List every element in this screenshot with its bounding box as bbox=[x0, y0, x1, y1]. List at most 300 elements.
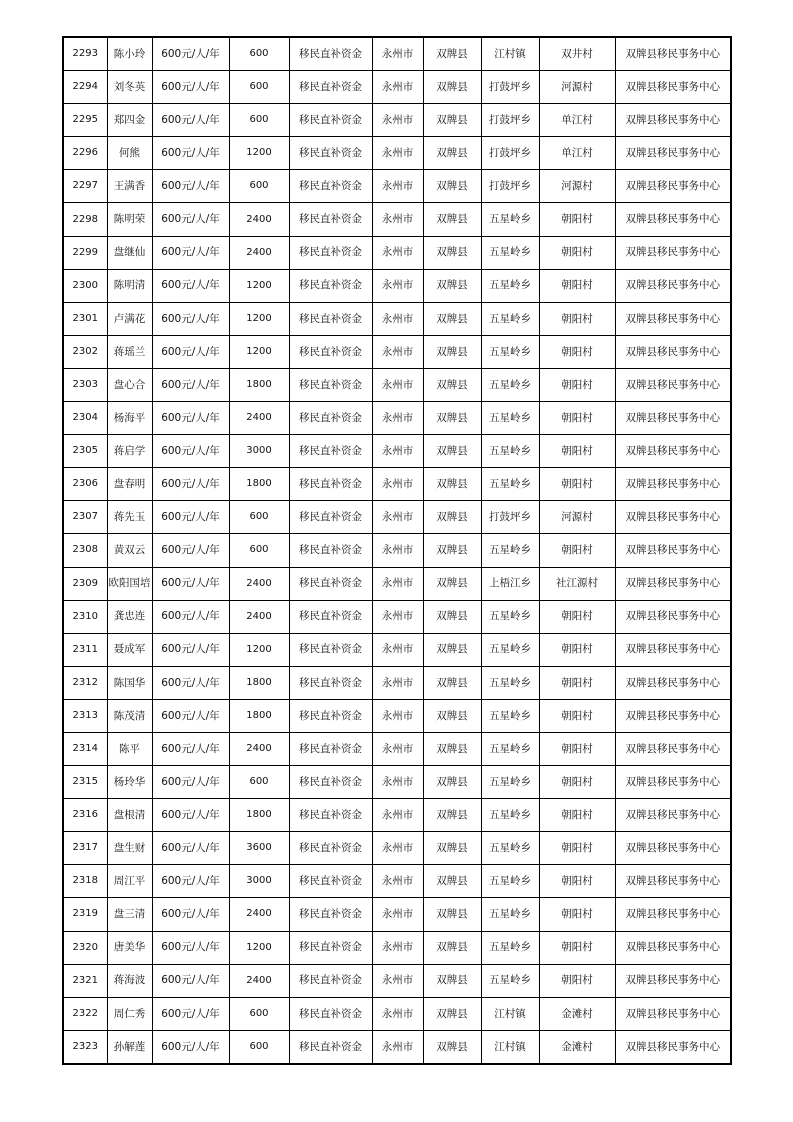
fund-type-cell: 移民直补资金 bbox=[289, 633, 372, 666]
agency-cell: 双牌县移民事务中心 bbox=[615, 1030, 731, 1064]
amount-cell: 1200 bbox=[229, 302, 289, 335]
standard-cell: 600元/人/年 bbox=[152, 335, 229, 368]
row-number-cell: 2296 bbox=[63, 137, 107, 170]
standard-cell: 600元/人/年 bbox=[152, 898, 229, 931]
standard-cell: 600元/人/年 bbox=[152, 964, 229, 997]
agency-cell: 双牌县移民事务中心 bbox=[615, 832, 731, 865]
amount-cell: 1800 bbox=[229, 666, 289, 699]
village-cell: 河源村 bbox=[539, 71, 615, 104]
agency-cell: 双牌县移民事务中心 bbox=[615, 71, 731, 104]
name-cell: 龚忠连 bbox=[107, 600, 152, 633]
village-cell: 朝阳村 bbox=[539, 600, 615, 633]
name-cell: 孙解莲 bbox=[107, 1030, 152, 1064]
row-number-cell: 2322 bbox=[63, 997, 107, 1030]
table-row bbox=[63, 236, 731, 269]
township-cell: 五星岭乡 bbox=[481, 799, 539, 832]
village-cell: 河源村 bbox=[539, 170, 615, 203]
county-cell: 双牌县 bbox=[423, 964, 481, 997]
fund-type-cell: 移民直补资金 bbox=[289, 567, 372, 600]
fund-type-cell: 移民直补资金 bbox=[289, 964, 372, 997]
name-cell: 陈平 bbox=[107, 732, 152, 765]
county-cell: 双牌县 bbox=[423, 997, 481, 1030]
county-cell: 双牌县 bbox=[423, 137, 481, 170]
table-row bbox=[63, 699, 731, 732]
city-cell: 永州市 bbox=[372, 997, 423, 1030]
fund-type-cell: 移民直补资金 bbox=[289, 600, 372, 633]
standard-cell: 600元/人/年 bbox=[152, 402, 229, 435]
amount-cell: 600 bbox=[229, 501, 289, 534]
city-cell: 永州市 bbox=[372, 236, 423, 269]
row-number-cell: 2293 bbox=[63, 37, 107, 71]
township-cell: 五星岭乡 bbox=[481, 699, 539, 732]
fund-type-cell: 移民直补资金 bbox=[289, 931, 372, 964]
fund-type-cell: 移民直补资金 bbox=[289, 302, 372, 335]
city-cell: 永州市 bbox=[372, 435, 423, 468]
row-number-cell: 2319 bbox=[63, 898, 107, 931]
village-cell: 朝阳村 bbox=[539, 898, 615, 931]
row-number-cell: 2316 bbox=[63, 799, 107, 832]
row-number-cell: 2312 bbox=[63, 666, 107, 699]
fund-type-cell: 移民直补资金 bbox=[289, 534, 372, 567]
row-number-cell: 2295 bbox=[63, 104, 107, 137]
standard-cell: 600元/人/年 bbox=[152, 567, 229, 600]
row-number-cell: 2304 bbox=[63, 402, 107, 435]
row-number-cell: 2311 bbox=[63, 633, 107, 666]
standard-cell: 600元/人/年 bbox=[152, 799, 229, 832]
name-cell: 陈明荣 bbox=[107, 203, 152, 236]
county-cell: 双牌县 bbox=[423, 666, 481, 699]
table-row bbox=[63, 931, 731, 964]
fund-type-cell: 移民直补资金 bbox=[289, 832, 372, 865]
agency-cell: 双牌县移民事务中心 bbox=[615, 898, 731, 931]
table-row bbox=[63, 997, 731, 1030]
agency-cell: 双牌县移民事务中心 bbox=[615, 368, 731, 401]
county-cell: 双牌县 bbox=[423, 302, 481, 335]
city-cell: 永州市 bbox=[372, 71, 423, 104]
amount-cell: 600 bbox=[229, 170, 289, 203]
table-row bbox=[63, 766, 731, 799]
table-row bbox=[63, 501, 731, 534]
township-cell: 打鼓坪乡 bbox=[481, 501, 539, 534]
standard-cell: 600元/人/年 bbox=[152, 832, 229, 865]
village-cell: 朝阳村 bbox=[539, 203, 615, 236]
county-cell: 双牌县 bbox=[423, 534, 481, 567]
name-cell: 欧阳国培 bbox=[107, 567, 152, 600]
county-cell: 双牌县 bbox=[423, 435, 481, 468]
name-cell: 杨玲华 bbox=[107, 766, 152, 799]
name-cell: 聂成军 bbox=[107, 633, 152, 666]
county-cell: 双牌县 bbox=[423, 468, 481, 501]
village-cell: 朝阳村 bbox=[539, 732, 615, 765]
village-cell: 朝阳村 bbox=[539, 832, 615, 865]
city-cell: 永州市 bbox=[372, 666, 423, 699]
name-cell: 周江平 bbox=[107, 865, 152, 898]
city-cell: 永州市 bbox=[372, 104, 423, 137]
agency-cell: 双牌县移民事务中心 bbox=[615, 997, 731, 1030]
agency-cell: 双牌县移民事务中心 bbox=[615, 699, 731, 732]
agency-cell: 双牌县移民事务中心 bbox=[615, 468, 731, 501]
agency-cell: 双牌县移民事务中心 bbox=[615, 402, 731, 435]
table-row bbox=[63, 335, 731, 368]
name-cell: 杨海平 bbox=[107, 402, 152, 435]
standard-cell: 600元/人/年 bbox=[152, 501, 229, 534]
city-cell: 永州市 bbox=[372, 898, 423, 931]
city-cell: 永州市 bbox=[372, 732, 423, 765]
fund-type-cell: 移民直补资金 bbox=[289, 666, 372, 699]
township-cell: 五星岭乡 bbox=[481, 766, 539, 799]
agency-cell: 双牌县移民事务中心 bbox=[615, 600, 731, 633]
name-cell: 蒋先玉 bbox=[107, 501, 152, 534]
village-cell: 朝阳村 bbox=[539, 335, 615, 368]
village-cell: 朝阳村 bbox=[539, 468, 615, 501]
township-cell: 江村镇 bbox=[481, 1030, 539, 1064]
row-number-cell: 2309 bbox=[63, 567, 107, 600]
name-cell: 盘生财 bbox=[107, 832, 152, 865]
fund-type-cell: 移民直补资金 bbox=[289, 898, 372, 931]
city-cell: 永州市 bbox=[372, 402, 423, 435]
standard-cell: 600元/人/年 bbox=[152, 203, 229, 236]
row-number-cell: 2297 bbox=[63, 170, 107, 203]
fund-type-cell: 移民直补资金 bbox=[289, 799, 372, 832]
name-cell: 陈国华 bbox=[107, 666, 152, 699]
name-cell: 盘三清 bbox=[107, 898, 152, 931]
agency-cell: 双牌县移民事务中心 bbox=[615, 37, 731, 71]
fund-type-cell: 移民直补资金 bbox=[289, 1030, 372, 1064]
amount-cell: 1200 bbox=[229, 137, 289, 170]
name-cell: 刘冬英 bbox=[107, 71, 152, 104]
table-row bbox=[63, 71, 731, 104]
township-cell: 五星岭乡 bbox=[481, 865, 539, 898]
name-cell: 蒋瑶兰 bbox=[107, 335, 152, 368]
township-cell: 五星岭乡 bbox=[481, 335, 539, 368]
city-cell: 永州市 bbox=[372, 37, 423, 71]
agency-cell: 双牌县移民事务中心 bbox=[615, 335, 731, 368]
amount-cell: 600 bbox=[229, 766, 289, 799]
row-number-cell: 2303 bbox=[63, 368, 107, 401]
row-number-cell: 2298 bbox=[63, 203, 107, 236]
township-cell: 五星岭乡 bbox=[481, 236, 539, 269]
standard-cell: 600元/人/年 bbox=[152, 865, 229, 898]
amount-cell: 2400 bbox=[229, 964, 289, 997]
agency-cell: 双牌县移民事务中心 bbox=[615, 104, 731, 137]
table-row bbox=[63, 898, 731, 931]
fund-type-cell: 移民直补资金 bbox=[289, 435, 372, 468]
amount-cell: 1200 bbox=[229, 269, 289, 302]
name-cell: 王满香 bbox=[107, 170, 152, 203]
county-cell: 双牌县 bbox=[423, 732, 481, 765]
village-cell: 朝阳村 bbox=[539, 534, 615, 567]
row-number-cell: 2320 bbox=[63, 931, 107, 964]
table-row bbox=[63, 600, 731, 633]
row-number-cell: 2318 bbox=[63, 865, 107, 898]
table-row bbox=[63, 633, 731, 666]
village-cell: 朝阳村 bbox=[539, 269, 615, 302]
township-cell: 五星岭乡 bbox=[481, 732, 539, 765]
table-row bbox=[63, 567, 731, 600]
table-row bbox=[63, 666, 731, 699]
agency-cell: 双牌县移民事务中心 bbox=[615, 567, 731, 600]
fund-type-cell: 移民直补资金 bbox=[289, 203, 372, 236]
agency-cell: 双牌县移民事务中心 bbox=[615, 534, 731, 567]
table-row bbox=[63, 865, 731, 898]
amount-cell: 3000 bbox=[229, 865, 289, 898]
name-cell: 黄双云 bbox=[107, 534, 152, 567]
city-cell: 永州市 bbox=[372, 567, 423, 600]
standard-cell: 600元/人/年 bbox=[152, 269, 229, 302]
township-cell: 五星岭乡 bbox=[481, 203, 539, 236]
row-number-cell: 2308 bbox=[63, 534, 107, 567]
county-cell: 双牌县 bbox=[423, 865, 481, 898]
name-cell: 陈明清 bbox=[107, 269, 152, 302]
township-cell: 五星岭乡 bbox=[481, 368, 539, 401]
standard-cell: 600元/人/年 bbox=[152, 170, 229, 203]
row-number-cell: 2323 bbox=[63, 1030, 107, 1064]
city-cell: 永州市 bbox=[372, 170, 423, 203]
name-cell: 周仁秀 bbox=[107, 997, 152, 1030]
row-number-cell: 2317 bbox=[63, 832, 107, 865]
amount-cell: 1800 bbox=[229, 799, 289, 832]
village-cell: 河源村 bbox=[539, 501, 615, 534]
village-cell: 社江源村 bbox=[539, 567, 615, 600]
village-cell: 朝阳村 bbox=[539, 633, 615, 666]
amount-cell: 1800 bbox=[229, 699, 289, 732]
township-cell: 江村镇 bbox=[481, 997, 539, 1030]
township-cell: 五星岭乡 bbox=[481, 534, 539, 567]
agency-cell: 双牌县移民事务中心 bbox=[615, 732, 731, 765]
standard-cell: 600元/人/年 bbox=[152, 699, 229, 732]
standard-cell: 600元/人/年 bbox=[152, 71, 229, 104]
county-cell: 双牌县 bbox=[423, 71, 481, 104]
county-cell: 双牌县 bbox=[423, 335, 481, 368]
fund-type-cell: 移民直补资金 bbox=[289, 137, 372, 170]
fund-type-cell: 移民直补资金 bbox=[289, 732, 372, 765]
name-cell: 盘心合 bbox=[107, 368, 152, 401]
agency-cell: 双牌县移民事务中心 bbox=[615, 302, 731, 335]
agency-cell: 双牌县移民事务中心 bbox=[615, 269, 731, 302]
city-cell: 永州市 bbox=[372, 137, 423, 170]
standard-cell: 600元/人/年 bbox=[152, 37, 229, 71]
table-row bbox=[63, 534, 731, 567]
county-cell: 双牌县 bbox=[423, 600, 481, 633]
table-row bbox=[63, 799, 731, 832]
fund-type-cell: 移民直补资金 bbox=[289, 699, 372, 732]
township-cell: 打鼓坪乡 bbox=[481, 170, 539, 203]
amount-cell: 2400 bbox=[229, 567, 289, 600]
fund-type-cell: 移民直补资金 bbox=[289, 37, 372, 71]
city-cell: 永州市 bbox=[372, 699, 423, 732]
county-cell: 双牌县 bbox=[423, 832, 481, 865]
township-cell: 五星岭乡 bbox=[481, 302, 539, 335]
city-cell: 永州市 bbox=[372, 865, 423, 898]
name-cell: 何熊 bbox=[107, 137, 152, 170]
city-cell: 永州市 bbox=[372, 335, 423, 368]
table-row bbox=[63, 468, 731, 501]
township-cell: 五星岭乡 bbox=[481, 898, 539, 931]
table-row bbox=[63, 37, 731, 71]
city-cell: 永州市 bbox=[372, 1030, 423, 1064]
amount-cell: 3600 bbox=[229, 832, 289, 865]
county-cell: 双牌县 bbox=[423, 766, 481, 799]
agency-cell: 双牌县移民事务中心 bbox=[615, 501, 731, 534]
city-cell: 永州市 bbox=[372, 269, 423, 302]
name-cell: 陈茂清 bbox=[107, 699, 152, 732]
fund-type-cell: 移民直补资金 bbox=[289, 368, 372, 401]
agency-cell: 双牌县移民事务中心 bbox=[615, 931, 731, 964]
amount-cell: 1800 bbox=[229, 368, 289, 401]
name-cell: 唐美华 bbox=[107, 931, 152, 964]
village-cell: 朝阳村 bbox=[539, 766, 615, 799]
county-cell: 双牌县 bbox=[423, 402, 481, 435]
county-cell: 双牌县 bbox=[423, 203, 481, 236]
standard-cell: 600元/人/年 bbox=[152, 633, 229, 666]
table-row bbox=[63, 435, 731, 468]
village-cell: 朝阳村 bbox=[539, 699, 615, 732]
standard-cell: 600元/人/年 bbox=[152, 137, 229, 170]
fund-type-cell: 移民直补资金 bbox=[289, 170, 372, 203]
city-cell: 永州市 bbox=[372, 534, 423, 567]
row-number-cell: 2299 bbox=[63, 236, 107, 269]
table-row bbox=[63, 368, 731, 401]
county-cell: 双牌县 bbox=[423, 37, 481, 71]
fund-type-cell: 移民直补资金 bbox=[289, 468, 372, 501]
amount-cell: 600 bbox=[229, 1030, 289, 1064]
township-cell: 五星岭乡 bbox=[481, 633, 539, 666]
fund-type-cell: 移民直补资金 bbox=[289, 104, 372, 137]
city-cell: 永州市 bbox=[372, 633, 423, 666]
village-cell: 朝阳村 bbox=[539, 368, 615, 401]
township-cell: 五星岭乡 bbox=[481, 435, 539, 468]
amount-cell: 2400 bbox=[229, 732, 289, 765]
agency-cell: 双牌县移民事务中心 bbox=[615, 799, 731, 832]
township-cell: 五星岭乡 bbox=[481, 931, 539, 964]
agency-cell: 双牌县移民事务中心 bbox=[615, 666, 731, 699]
row-number-cell: 2306 bbox=[63, 468, 107, 501]
city-cell: 永州市 bbox=[372, 302, 423, 335]
county-cell: 双牌县 bbox=[423, 368, 481, 401]
name-cell: 郑四金 bbox=[107, 104, 152, 137]
city-cell: 永州市 bbox=[372, 501, 423, 534]
county-cell: 双牌县 bbox=[423, 699, 481, 732]
agency-cell: 双牌县移民事务中心 bbox=[615, 203, 731, 236]
row-number-cell: 2300 bbox=[63, 269, 107, 302]
fund-type-cell: 移民直补资金 bbox=[289, 402, 372, 435]
amount-cell: 1200 bbox=[229, 335, 289, 368]
name-cell: 卢满花 bbox=[107, 302, 152, 335]
township-cell: 打鼓坪乡 bbox=[481, 137, 539, 170]
table-row bbox=[63, 170, 731, 203]
county-cell: 双牌县 bbox=[423, 931, 481, 964]
standard-cell: 600元/人/年 bbox=[152, 766, 229, 799]
village-cell: 金滩村 bbox=[539, 997, 615, 1030]
city-cell: 永州市 bbox=[372, 799, 423, 832]
county-cell: 双牌县 bbox=[423, 1030, 481, 1064]
amount-cell: 600 bbox=[229, 997, 289, 1030]
table-row bbox=[63, 137, 731, 170]
county-cell: 双牌县 bbox=[423, 501, 481, 534]
row-number-cell: 2313 bbox=[63, 699, 107, 732]
city-cell: 永州市 bbox=[372, 832, 423, 865]
village-cell: 朝阳村 bbox=[539, 302, 615, 335]
standard-cell: 600元/人/年 bbox=[152, 368, 229, 401]
standard-cell: 600元/人/年 bbox=[152, 1030, 229, 1064]
amount-cell: 1200 bbox=[229, 931, 289, 964]
row-number-cell: 2314 bbox=[63, 732, 107, 765]
county-cell: 双牌县 bbox=[423, 269, 481, 302]
agency-cell: 双牌县移民事务中心 bbox=[615, 137, 731, 170]
city-cell: 永州市 bbox=[372, 766, 423, 799]
fund-type-cell: 移民直补资金 bbox=[289, 501, 372, 534]
village-cell: 朝阳村 bbox=[539, 236, 615, 269]
fund-type-cell: 移民直补资金 bbox=[289, 269, 372, 302]
name-cell: 盘春明 bbox=[107, 468, 152, 501]
fund-type-cell: 移民直补资金 bbox=[289, 71, 372, 104]
table-row bbox=[63, 732, 731, 765]
village-cell: 朝阳村 bbox=[539, 964, 615, 997]
name-cell: 陈小玲 bbox=[107, 37, 152, 71]
agency-cell: 双牌县移民事务中心 bbox=[615, 766, 731, 799]
name-cell: 蒋海波 bbox=[107, 964, 152, 997]
table-row bbox=[63, 832, 731, 865]
agency-cell: 双牌县移民事务中心 bbox=[615, 633, 731, 666]
county-cell: 双牌县 bbox=[423, 898, 481, 931]
standard-cell: 600元/人/年 bbox=[152, 534, 229, 567]
amount-cell: 1800 bbox=[229, 468, 289, 501]
village-cell: 单江村 bbox=[539, 137, 615, 170]
city-cell: 永州市 bbox=[372, 600, 423, 633]
row-number-cell: 2307 bbox=[63, 501, 107, 534]
amount-cell: 1200 bbox=[229, 633, 289, 666]
village-cell: 单江村 bbox=[539, 104, 615, 137]
county-cell: 双牌县 bbox=[423, 567, 481, 600]
standard-cell: 600元/人/年 bbox=[152, 732, 229, 765]
fund-type-cell: 移民直补资金 bbox=[289, 766, 372, 799]
fund-type-cell: 移民直补资金 bbox=[289, 865, 372, 898]
standard-cell: 600元/人/年 bbox=[152, 435, 229, 468]
row-number-cell: 2294 bbox=[63, 71, 107, 104]
table-row bbox=[63, 302, 731, 335]
city-cell: 永州市 bbox=[372, 468, 423, 501]
village-cell: 朝阳村 bbox=[539, 931, 615, 964]
village-cell: 朝阳村 bbox=[539, 666, 615, 699]
amount-cell: 2400 bbox=[229, 203, 289, 236]
amount-cell: 600 bbox=[229, 37, 289, 71]
township-cell: 五星岭乡 bbox=[481, 666, 539, 699]
township-cell: 江村镇 bbox=[481, 37, 539, 71]
name-cell: 盘根清 bbox=[107, 799, 152, 832]
city-cell: 永州市 bbox=[372, 368, 423, 401]
table-row bbox=[63, 269, 731, 302]
amount-cell: 600 bbox=[229, 71, 289, 104]
city-cell: 永州市 bbox=[372, 203, 423, 236]
standard-cell: 600元/人/年 bbox=[152, 236, 229, 269]
standard-cell: 600元/人/年 bbox=[152, 104, 229, 137]
township-cell: 五星岭乡 bbox=[481, 964, 539, 997]
agency-cell: 双牌县移民事务中心 bbox=[615, 435, 731, 468]
row-number-cell: 2301 bbox=[63, 302, 107, 335]
name-cell: 盘继仙 bbox=[107, 236, 152, 269]
amount-cell: 600 bbox=[229, 534, 289, 567]
fund-type-cell: 移民直补资金 bbox=[289, 335, 372, 368]
amount-cell: 2400 bbox=[229, 600, 289, 633]
village-cell: 朝阳村 bbox=[539, 865, 615, 898]
amount-cell: 600 bbox=[229, 104, 289, 137]
city-cell: 永州市 bbox=[372, 964, 423, 997]
township-cell: 五星岭乡 bbox=[481, 402, 539, 435]
amount-cell: 3000 bbox=[229, 435, 289, 468]
county-cell: 双牌县 bbox=[423, 236, 481, 269]
agency-cell: 双牌县移民事务中心 bbox=[615, 236, 731, 269]
township-cell: 打鼓坪乡 bbox=[481, 104, 539, 137]
